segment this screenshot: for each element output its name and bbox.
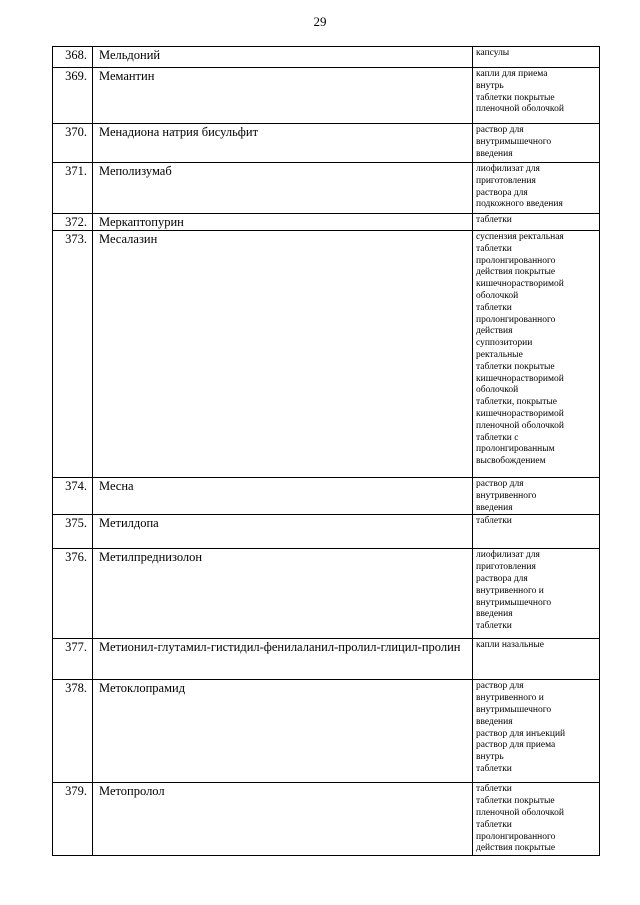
- row-number: 374.: [53, 478, 93, 515]
- table-body: [53, 47, 600, 856]
- row-number: 370.: [53, 124, 93, 163]
- dosage-form-line: раствор для: [476, 125, 524, 135]
- row-number: 378.: [53, 680, 93, 783]
- drug-name: Меркаптопурин: [93, 214, 473, 231]
- dosage-form-line: пленочной оболочкой: [476, 104, 564, 115]
- dosage-forms: [473, 515, 600, 549]
- dosage-form-line: внутримышечного: [476, 704, 552, 715]
- row-number: 371.: [53, 163, 93, 214]
- dosage-form-line: таблетки с: [476, 432, 519, 443]
- row-number: 379.: [53, 783, 93, 856]
- dosage-form-line: лиофилизат для: [476, 550, 540, 561]
- dosage-form-line: раствор для: [476, 681, 524, 692]
- table-row: [53, 124, 600, 163]
- dosage-forms: [473, 639, 600, 680]
- dosage-form-line: таблетки: [476, 243, 512, 254]
- drug-name: Месна: [93, 478, 473, 515]
- dosage-forms: [473, 783, 600, 856]
- dosage-form-line: раствора для: [476, 573, 528, 584]
- dosage-form-line: лиофилизат для: [476, 164, 540, 174]
- dosage-form-line: таблетки, покрытые: [476, 397, 557, 408]
- dosage-form-line: приготовления: [476, 175, 536, 186]
- dosage-forms: [473, 478, 600, 515]
- dosage-form-line: пролонгированного: [476, 314, 556, 325]
- table-row: [53, 214, 600, 231]
- dosage-form-line: кишечнорастворимой: [476, 373, 564, 384]
- dosage-form-line: таблетки: [476, 784, 512, 795]
- dosage-forms: [473, 47, 600, 68]
- dosage-form-line: кишечнорастворимой: [476, 408, 564, 419]
- row-number: 369.: [53, 68, 93, 124]
- dosage-form-line: оболочкой: [476, 290, 519, 301]
- dosage-form-line: таблетки покрытые: [476, 361, 555, 372]
- row-number: 377.: [53, 639, 93, 680]
- dosage-form-line: таблетки: [476, 763, 512, 774]
- dosage-form-line: внутрь: [476, 80, 504, 91]
- dosage-form-line: пролонгированным: [476, 444, 555, 455]
- dosage-form-line: таблетки покрытые: [476, 796, 555, 807]
- dosage-forms: [473, 68, 600, 124]
- dosage-form-line: действия: [476, 326, 513, 337]
- dosage-form-line: раствор для инъекций: [476, 728, 566, 739]
- drug-name: Менадиона натрия бисульфит: [93, 124, 473, 163]
- dosage-form-line: раствора для: [476, 187, 528, 198]
- dosage-form-line: таблетки: [476, 819, 512, 830]
- drug-name: Метилпреднизолон: [93, 549, 473, 639]
- dosage-form-line: внутривенного и: [476, 693, 544, 704]
- table-row: [53, 231, 600, 478]
- dosage-form-line: капли назальные: [476, 640, 544, 651]
- dosage-form-line: таблетки: [476, 621, 512, 632]
- dosage-form-line: введения: [476, 609, 513, 620]
- dosage-form-line: суспензия ректальная: [476, 232, 564, 242]
- table-row: [53, 478, 600, 515]
- dosage-form-line: капсулы: [476, 48, 510, 58]
- table-row: [53, 163, 600, 214]
- dosage-form-line: внутримышечного: [476, 136, 552, 147]
- dosage-forms: [473, 680, 600, 783]
- row-number: 373.: [53, 231, 93, 478]
- dosage-form-line: внутрь: [476, 752, 504, 763]
- dosage-form-line: внутривенного: [476, 490, 537, 501]
- row-number: 375.: [53, 515, 93, 549]
- dosage-form-line: суппозитории: [476, 338, 533, 349]
- table-row: [53, 68, 600, 124]
- dosage-forms: [473, 163, 600, 214]
- dosage-form-line: таблетки: [476, 302, 512, 313]
- dosage-form-line: капли для приема: [476, 69, 548, 79]
- dosage-form-line: пролонгированного: [476, 255, 556, 266]
- dosage-form-line: введения: [476, 716, 513, 727]
- row-number: 376.: [53, 549, 93, 639]
- dosage-form-line: раствор для: [476, 479, 524, 489]
- table-row: [53, 680, 600, 783]
- drug-name: Мемантин: [93, 68, 473, 124]
- drug-name: Месалазин: [93, 231, 473, 478]
- table-row: [53, 639, 600, 680]
- dosage-form-line: действия покрытые: [476, 843, 556, 854]
- drug-name: Метионил-глутамил-гистидил-фенилаланил-пролил-глицил-пролин: [93, 639, 473, 680]
- dosage-form-line: действия покрытые: [476, 267, 556, 278]
- dosage-form-line: внутримышечного: [476, 597, 552, 608]
- dosage-forms: [473, 549, 600, 639]
- dosage-form-line: подкожного введения: [476, 199, 563, 210]
- dosage-form-line: ректальные: [476, 349, 523, 360]
- drug-name: Мельдоний: [93, 47, 473, 68]
- dosage-form-line: пленочной оболочкой: [476, 807, 564, 818]
- dosage-forms: [473, 214, 600, 231]
- dosage-form-line: пролонгированного: [476, 831, 556, 842]
- page-number: 29: [313, 14, 327, 29]
- dosage-forms: [473, 124, 600, 163]
- dosage-form-line: раствор для приема: [476, 740, 556, 751]
- dosage-form-line: пленочной оболочкой: [476, 420, 564, 431]
- dosage-forms: [473, 231, 600, 478]
- dosage-form-line: высвобождением: [476, 456, 546, 467]
- dosage-form-line: внутривенного и: [476, 585, 544, 596]
- dosage-form-line: таблетки: [476, 516, 512, 527]
- drug-name: Метилдопа: [93, 515, 473, 549]
- medication-table: [52, 46, 600, 856]
- drug-name: Меполизумаб: [93, 163, 473, 214]
- dosage-form-line: введения: [476, 502, 513, 513]
- dosage-form-line: таблетки: [476, 215, 512, 225]
- dosage-form-line: кишечнорастворимой: [476, 279, 564, 290]
- dosage-form-line: оболочкой: [476, 385, 519, 396]
- table-row: [53, 47, 600, 68]
- row-number: 372.: [53, 214, 93, 231]
- table-row: [53, 549, 600, 639]
- dosage-form-line: введения: [476, 148, 513, 159]
- table-row: [53, 783, 600, 856]
- table-row: [53, 515, 600, 549]
- dosage-form-line: приготовления: [476, 562, 536, 573]
- drug-name: Метопролол: [93, 783, 473, 856]
- row-number: 368.: [53, 47, 93, 68]
- drug-name: Метоклопрамид: [93, 680, 473, 783]
- dosage-form-line: таблетки покрытые: [476, 92, 555, 103]
